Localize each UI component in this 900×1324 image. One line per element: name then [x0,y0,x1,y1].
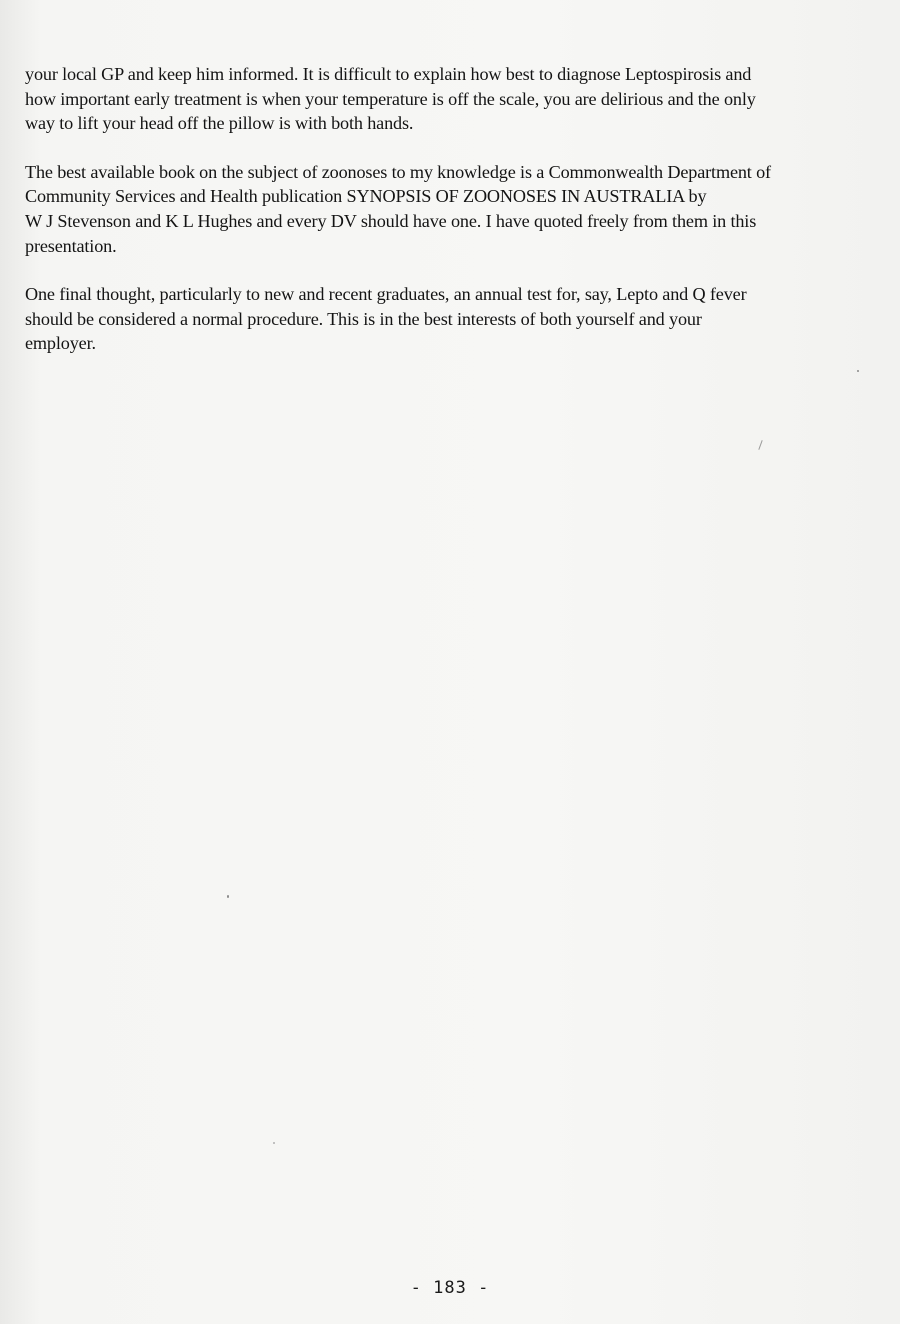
text-line: presentation. [25,235,117,256]
text-line: One final thought, particularly to new and recent graduates, an annual test for, say, Lepto and Q fever [25,284,747,305]
text-line: your local GP and keep him informed. It is difficult to explain how best to diagnose Leptospirosis and [25,64,752,84]
text-line: The best available book on the subject of zoonoses to my knowledge is a Commonwealth Department of [25,161,771,182]
paragraph-book-reference [25,160,893,258]
scan-speck [227,895,229,898]
text-line: employer. [25,333,96,354]
text-line: W J Stevenson and K L Hughes and every DV should have one. I have quoted freely from them in this [25,210,757,231]
scan-speck [857,370,859,372]
text-line: Community Services and Health publication SYNOPSIS OF ZOONOSES IN AUSTRALIA by [25,186,707,207]
paragraph-gp-advice [25,62,893,136]
text-line: how important early treatment is when your temperature is off the scale, you are delirious and the only [25,88,756,109]
text-line: should be considered a normal procedure. This is in the best interests of both yourself and your [25,308,702,329]
scan-speck [273,1142,275,1144]
page-number: - 183 - [410,1278,490,1298]
text-line: way to lift your head off the pillow is with both hands. [25,113,414,134]
paragraph-final-thought [25,282,893,356]
scan-speck [758,440,762,450]
body-text [25,62,893,380]
